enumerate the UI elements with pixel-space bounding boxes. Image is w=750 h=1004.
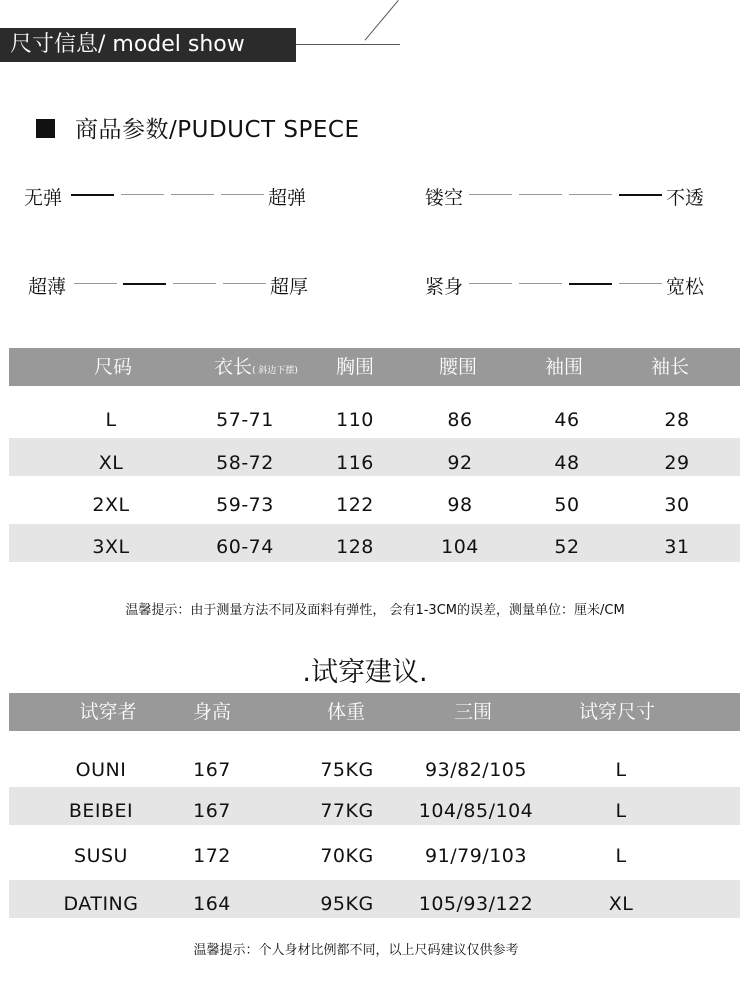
section-title: [36, 111, 360, 144]
size-cell-chest: 116: [336, 452, 374, 474]
size-cell-sleeve-length: 31: [664, 536, 690, 558]
header-title: 尺寸信息/ model show: [10, 32, 245, 57]
size-cell-size: 3XL: [92, 536, 130, 558]
size-cell-chest: 110: [336, 409, 374, 431]
fitting-cell-trial-size: L: [615, 845, 627, 867]
fitting-cell-height: 172: [193, 845, 231, 867]
scale-left-label: 超薄: [28, 276, 67, 298]
scale-segment: [74, 283, 117, 284]
scale-segment-selected: [123, 283, 166, 285]
fitting-cell-tester: SUSU: [74, 845, 128, 867]
size-cell-size: XL: [98, 452, 124, 474]
fitting-cell-weight: 75KG: [320, 759, 374, 781]
scale-segment: [221, 194, 264, 195]
length-note: ( 斜边下摆): [252, 366, 298, 376]
scale-segment: [519, 194, 562, 195]
fitting-cell-measurements: 93/82/105: [425, 759, 527, 781]
fitting-header-height: 身高: [192, 701, 232, 723]
fitting-cell-height: 164: [193, 893, 231, 915]
scale-left-label: 无弹: [24, 187, 63, 209]
size-cell-length: 57-71: [216, 409, 274, 431]
header-banner: [0, 28, 296, 62]
scale-segment: [619, 283, 662, 284]
fitting-cell-weight: 70KG: [320, 845, 374, 867]
scale-segment-selected: [71, 194, 114, 196]
size-header-waist: 腰围: [438, 356, 478, 378]
fitting-cell-weight: 77KG: [320, 800, 374, 822]
size-cell-size: L: [105, 409, 117, 431]
fitting-cell-weight: 95KG: [320, 893, 374, 915]
fitting-cell-measurements: 104/85/104: [418, 800, 534, 822]
size-cell-length: 60-74: [216, 536, 274, 558]
fitting-cell-tester: DATING: [63, 893, 139, 915]
size-header-chest: 胸围: [335, 356, 375, 378]
size-header-length: 衣长( 斜边下摆): [214, 356, 298, 378]
size-header-sleeve-length: 袖长: [650, 356, 690, 378]
fitting-cell-trial-size: XL: [608, 893, 634, 915]
square-bullet-icon: [36, 119, 55, 138]
fitting-header-tester: 试穿者: [79, 701, 137, 723]
scale-segment: [171, 194, 214, 195]
scale-right-label: 超厚: [270, 276, 309, 298]
size-cell-sleeve-width: 48: [554, 452, 580, 474]
size-cell-size: 2XL: [92, 494, 130, 516]
scale-segment-selected: [619, 194, 662, 196]
size-cell-sleeve-length: 28: [664, 409, 690, 431]
scale-segment-selected: [569, 283, 612, 285]
scale-right-label: 不透: [666, 187, 705, 209]
scale-segment: [569, 194, 612, 195]
fitting-cell-measurements: 105/93/122: [418, 893, 534, 915]
fitting-table-header: [9, 693, 740, 731]
size-cell-waist: 86: [447, 409, 473, 431]
size-cell-chest: 122: [336, 494, 374, 516]
size-note: 温馨提示：由于测量方法不同及面料有弹性， 会有1-3CM的误差，测量单位：厘米/CM: [125, 603, 625, 618]
scale-segment: [469, 283, 512, 284]
size-cell-waist: 98: [447, 494, 473, 516]
fitting-note: 温馨提示：个人身材比例都不同，以上尺码建议仅供参考: [193, 943, 519, 958]
fitting-title: .试穿建议.: [302, 657, 428, 688]
size-cell-sleeve-width: 46: [554, 409, 580, 431]
fitting-cell-height: 167: [193, 800, 231, 822]
fitting-cell-measurements: 91/79/103: [425, 845, 527, 867]
scale-segment: [121, 194, 164, 195]
size-header-size: 尺码: [93, 356, 133, 378]
fitting-cell-trial-size: L: [615, 759, 627, 781]
scale-right-label: 宽松: [666, 276, 705, 298]
fitting-cell-trial-size: L: [615, 800, 627, 822]
scale-right-label: 超弹: [268, 187, 307, 209]
fitting-header-weight: 体重: [326, 701, 366, 723]
scale-left-label: 紧身: [425, 276, 464, 298]
section-title-text: 商品参数/PUDUCT SPECE: [75, 117, 360, 143]
scale-segment: [223, 283, 266, 284]
scale-segment: [469, 194, 512, 195]
scale-left-label: 镂空: [425, 187, 464, 209]
fitting-header-trial-size: 试穿尺寸: [578, 701, 656, 723]
size-cell-length: 59-73: [216, 494, 274, 516]
size-cell-chest: 128: [336, 536, 374, 558]
size-cell-sleeve-width: 52: [554, 536, 580, 558]
fitting-cell-tester: OUNI: [75, 759, 127, 781]
scale-segment: [173, 283, 216, 284]
banner-divider: [296, 44, 400, 45]
size-cell-sleeve-length: 29: [664, 452, 690, 474]
banner-slash-decoration: [365, 0, 399, 40]
size-cell-waist: 92: [447, 452, 473, 474]
size-header-sleeve-width: 袖围: [544, 356, 584, 378]
size-table-header: [9, 348, 740, 386]
fitting-cell-tester: BEIBEI: [68, 800, 134, 822]
size-cell-sleeve-length: 30: [664, 494, 690, 516]
size-cell-length: 58-72: [216, 452, 274, 474]
scale-segment: [519, 283, 562, 284]
size-cell-waist: 104: [441, 536, 479, 558]
fitting-header-measurements: 三围: [453, 701, 493, 723]
fitting-cell-height: 167: [193, 759, 231, 781]
size-cell-sleeve-width: 50: [554, 494, 580, 516]
